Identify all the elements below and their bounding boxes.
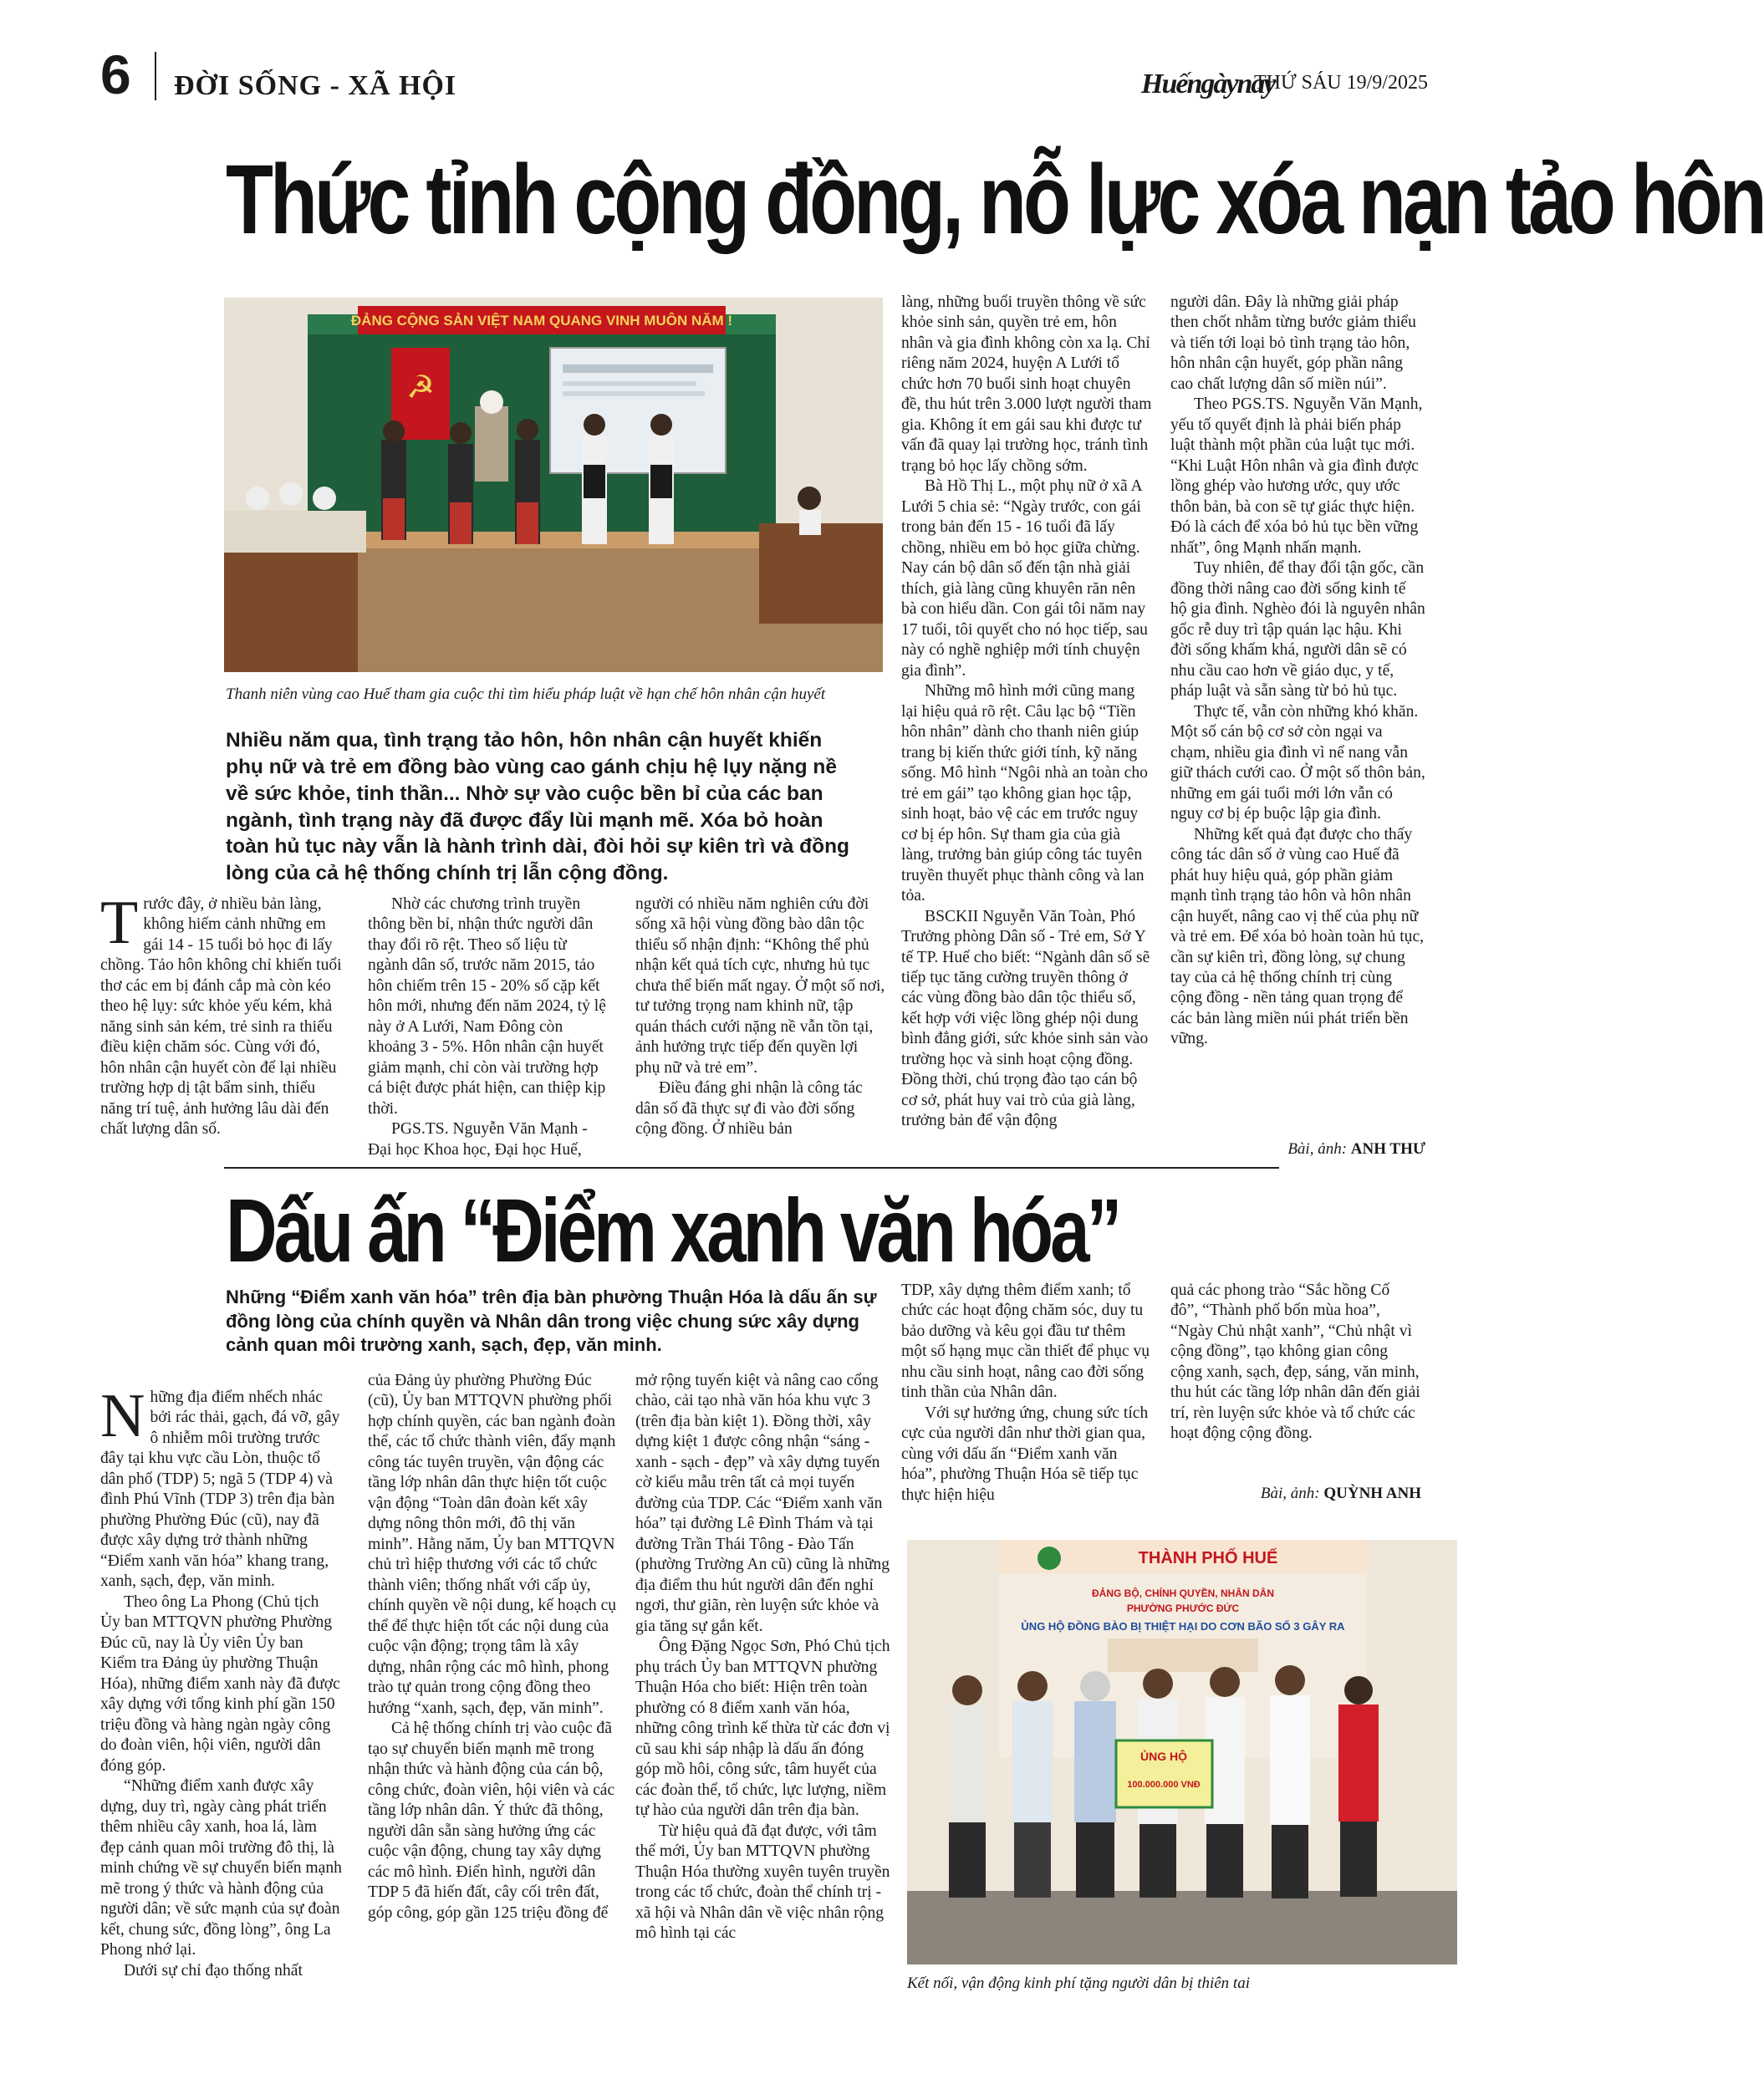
article2-column-5 [1170,1281,1421,1445]
article1-column-2 [368,894,610,1160]
paragraph: BSCKII Nguyễn Văn Toàn, Phó Trưởng phòng Dân số - Trẻ em, Sở Y tế TP. Huế cho biết: “Ngành dân số sẽ tiếp tục tăng cường truyền thông ở các vùng đồng bào dân tộc thiểu số, kết hợp với việc lồng ghép nội dung bình đẳng giới, sức khỏe sinh sản vào trường học và sinh hoạt cộng đồng. Đồng thời, chú trọng đào tạo cán bộ cơ sở, phát huy vai trò của già làng, trưởng bản để vận động [901,907,1150,1130]
board-title: ỦNG HỘ [1140,1750,1187,1763]
banner-text: ĐẢNG CỘNG SẢN VIỆT NAM QUANG VINH MUÔN NĂM ! [350,313,733,329]
article2-byline [1170,1485,1421,1503]
paragraph: Từ hiệu quả đã đạt được, với tâm thế mới, Ủy ban MTTQVN phường Thuận Hóa thường xuyên tuyên truyền trong các tổ chức, đoàn thể chính trị - xã hội và Nhân dân về việc nhân rộng mô hình tại các [635,1822,890,1943]
board-amount: 100.000.000 VNĐ [1127,1780,1201,1790]
article-divider [224,1167,1279,1169]
paragraph: của Đảng ủy phường Phường Đúc (cũ), Ủy ban MTTQVN phường phối hợp chính quyền, các ban ngành đoàn thể, các tổ chức thành viên, đẩy mạnh công tác tuyên truyền, vận động các tầng lớp nhân dân thực hiện tốt cuộc vận động “Toàn dân đoàn kết xây dựng nông thôn mới, đô thị văn minh”. Hằng năm, Ủy ban MTTQVN chủ trì hiệp thương với các tổ chức thành viên; thống nhất với cấp ủy, chính quyền về nội dung, kế hoạch cụ thể để thực hiện tốt các nội dung của cuộc vận động; trọng tâm là xây dựng, nhân rộng các mô hình, phong trào tự quản trong cộng đồng theo hướng “xanh, sạch, đẹp, văn minh”. [368,1372,617,1717]
article2-photo [907,1540,1457,1964]
section-title: ĐỜI SỐNG - XÃ HỘI [174,70,457,101]
masthead-logo: Huếngàynay [1141,69,1275,99]
paragraph: Những kết quả đạt được cho thấy công tác dân số ở vùng cao Huế đã phát huy hiệu quả, góp phần giảm mạnh tình trạng tảo hôn và hôn nhân cận huyết, nâng cao vị thế của phụ nữ và trẻ em. Để xóa bỏ hoàn toàn hủ tục, cần sự kiên trì, đồng lòng, sự chung tay của cả hệ thống chính trị cùng cộng đồng - nền tảng quan trọng để các bản làng miền núi phát triển bền vững. [1170,825,1425,1048]
article2-caption: Kết nối, vận động kinh phí tặng người dân bị thiên tai [907,1975,1250,1992]
backdrop-line-2: PHƯỜNG PHƯỚC ĐỨC [1126,1603,1240,1614]
backdrop-title: THÀNH PHỐ HUẾ [1138,1549,1278,1567]
article1-column-1 [100,889,343,1140]
paragraph: Tuy nhiên, để thay đổi tận gốc, cần đồng thời nâng cao đời sống kinh tế hộ gia đình. Nghèo đói là nguyên nhân gốc rễ duy trì tập quán lạc hậu. Khi đời sống khấm khá, người dân sẽ có nhu cầu cao hơn về giáo dục, y tế, pháp luật và sẵn sàng từ bỏ hủ tục. [1170,559,1425,701]
article2-column-1 [100,1382,343,1981]
page-number: 6 [100,43,131,105]
paragraph: người dân. Đây là những giải pháp then chốt nhằm từng bước giảm thiểu và tiến tới loại bỏ tình trạng tảo hôn, hôn nhân cận huyết, góp phần nâng cao chất lượng dân số miền núi”. [1170,293,1416,393]
paragraph: Với sự hưởng ứng, chung sức tích cực của người dân như thời gian qua, cùng với dấu ấn “Điểm xanh văn hóa”, phường Thuận Hóa sẽ tiếp tục thực hiện hiệu [901,1404,1149,1504]
paragraph: hững địa điểm nhếch nhác bởi rác thải, gạch, đá vỡ, gây ô nhiễm môi trường trước đây tại khu vực cầu Lòn, thuộc tổ dân phố (TDP) 5; ngã 5 (TDP 4) và đình Phú Vĩnh (TDP 3) trên địa bàn phường Phường Đúc (cũ), nay đã được xây dựng trở thành những “Điểm xanh văn hóa” khang trang, xanh, sạch, đẹp, văn minh. [100,1389,340,1591]
byline-author: ANH THƯ [1350,1140,1425,1158]
paragraph: Những mô hình mới cũng mang lại hiệu quả rõ rệt. Câu lạc bộ “Tiền hôn nhân” dành cho thanh niên giúp trang bị kiến thức giới tính, kỹ năng sống. Mô hình “Ngôi nhà an toàn cho trẻ em gái” tạo không gian học tập, sinh hoạt, bảo vệ các em trước nguy cơ bị ép hôn. Sự tham gia của già làng, trưởng bản giúp công tác tuyên truyền thuyết phục thành công và lan tỏa. [901,682,1148,905]
article1-column-4 [901,293,1152,1132]
article1-column-5 [1170,293,1425,1050]
byline-label: Bài, ảnh: [1260,1485,1320,1502]
article1-lead: Nhiều năm qua, tình trạng tảo hôn, hôn nhân cận huyết khiến phụ nữ và trẻ em đồng bào vùng cao gánh chịu hệ lụy nặng nề về sức khỏe, tinh thần... Nhờ sự vào cuộc bền bỉ của các ban ngành, tình trạng này đã được đẩy lùi mạnh mẽ. Xóa bỏ hoàn toàn hủ tục này vẫn là hành trình dài, đòi hỏi sự kiên trì và đồng lòng của cả hệ thống chính trị lẫn cộng đồng. [226,729,850,885]
stage-scene-image [224,298,883,672]
article2-column-2 [368,1371,619,1924]
paragraph: Điều đáng ghi nhận là công tác dân số đã thực sự đi vào đời sống cộng đồng. Ở nhiều bản [635,1079,863,1139]
paragraph: TDP, xây dựng thêm điểm xanh; tổ chức các hoạt động chăm sóc, duy tu bảo dưỡng và kêu gọi đầu tư thêm một số hạng mục cần thiết để phục vụ nhu cầu sinh hoạt, nâng cao đời sống tinh thần của Nhân dân. [901,1282,1150,1402]
paragraph: Theo ông La Phong (Chủ tịch Ủy ban MTTQVN phường Phường Đúc cũ, nay là Ủy viên Ủy ban Kiểm tra Đảng ủy phường Thuận Hóa), những điểm xanh này đã được xây dựng với tổng kinh phí gần 150 triệu đồng và hàng ngàn ngày công do đoàn viên, hội viên, người dân đóng góp. [100,1592,340,1775]
paragraph: Bà Hồ Thị L., một phụ nữ ở xã A Lưới 5 chia sẻ: “Ngày trước, con gái trong bản đến 15 - 16 tuổi đã lấy chồng, nhiều em bỏ học giữa chừng. Nay cán bộ dân số đến tận nhà giải thích, già làng cũng khuyên răn nên bà con hiểu dần. Con gái tôi năm nay 17 tuổi, tôi quyết cho nó học tiếp, sau này có nghề nghiệp mới tính chuyện gia đình”. [901,477,1148,680]
article2-column-4 [901,1281,1152,1506]
donation-ceremony-image [907,1540,1457,1964]
article2-headline: Dấu ấn “Điểm xanh văn hóa” [226,1180,1119,1281]
paragraph: Nhờ các chương trình truyền thông bền bỉ, nhận thức người dân thay đổi rõ rệt. Theo số liệu từ ngành dân số, trước năm 2015, tảo hôn chiếm trên 15 - 20% số cặp kết hôn mới, nhưng đến năm 2024, tỷ lệ này ở A Lưới, Nam Đông còn khoảng 3 - 5%. Hôn nhân cận huyết giảm mạnh, chỉ còn vài trường hợp cá biệt được phát hiện, can thiệp kịp thời. [368,895,606,1118]
paragraph: rước đây, ở nhiều bản làng, không hiếm cảnh những em gái 14 - 15 tuổi bỏ học đi lấy chồng. Tảo hôn không chỉ khiến tuổi thơ các em bị đánh cắp mà còn kéo theo hệ lụy: sức khỏe yếu kém, khả năng sinh sản kém, trẻ sinh ra thiếu điều kiện chăm sóc. Cùng với đó, hôn nhân cận huyết còn để lại nhiều trường hợp dị tật bẩm sinh, thiểu năng trí tuệ, ảnh hưởng lâu dài đến chất lượng dân số. [100,895,342,1139]
dropcap: N [100,1382,145,1450]
article1-headline: Thức tỉnh cộng đồng, nỗ lực xóa nạn tảo hôn [226,145,1764,255]
paragraph: Cả hệ thống chính trị vào cuộc đã tạo sự chuyển biến mạnh mẽ trong nhận thức và hành động của cán bộ, công chức, đoàn viên, hội viên và các tầng lớp nhân dân. Ý thức đã thông, người dân sẵn sàng hưởng ứng các cuộc vận động, chung tay xây dựng các mô hình. Điển hình, người dân TDP 5 đã hiến đất, cây cối trên đất, góp công, góp gần 125 triệu đồng để [368,1720,615,1922]
backdrop-line-3: ỦNG HỘ ĐỒNG BÀO BỊ THIỆT HẠI DO CƠN BÃO SỐ 3 GÂY RA [1021,1620,1345,1633]
paragraph: Theo PGS.TS. Nguyễn Văn Mạnh, yếu tố quyết định là phải biến pháp luật thành một phần của luật tục mới. “Khi Luật Hôn nhân và gia đình được lồng ghép vào hương ước, quy ước thôn bản, bà con sẽ tự giác thực hiện. Đó là cách để xóa bỏ hủ tục bền vững nhất”, ông Mạnh nhấn mạnh. [1170,395,1423,557]
header-divider [155,52,156,100]
paragraph: Thực tế, vẫn còn những khó khăn. Một số cán bộ cơ sở còn ngại va chạm, nhiều gia đình vì nể nang vẫn giữ thách cưới cao. Ở một số thôn bản, những em gái tuổi mới lớn vẫn có nguy cơ bị ép buộc lập gia đình. [1170,702,1425,823]
issue-date: THỨ SÁU 19/9/2025 [1254,72,1428,94]
paragraph: Dưới sự chỉ đạo thống nhất [124,1961,303,1980]
paragraph: quả các phong trào “Sắc hồng Cố đô”, “Thành phố bốn mùa hoa”, “Ngày Chủ nhật xanh”, “Chủ nhật vì cộng đồng”, tạo không gian công cộng xanh, sạch, đẹp, sáng, văn minh, thu hút các tầng lớp nhân dân đến giải trí, rèn luyện sức khỏe và tổ chức các hoạt động cộng đồng. [1170,1282,1420,1443]
svg-text:☭: ☭ [405,369,436,405]
paragraph: làng, những buổi truyền thông về sức khỏe sinh sản, quyền trẻ em, hôn nhân và gia đình không còn xa lạ. Chỉ riêng năm 2024, huyện A Lưới tổ chức hơn 70 buổi sinh hoạt chuyên đề, thu hút trên 3.000 lượt người tham gia. Không ít em gái sau khi được tư vấn đã quay lại trường học, tránh tình trạng bỏ học lấy chồng sớm. [901,293,1152,475]
article2-lead: Những “Điểm xanh văn hóa” trên địa bàn phường Thuận Hóa là dấu ấn sự đồng lòng của chính quyền và Nhân dân trong việc chung sức xây dựng cảnh quan môi trường xanh, sạch, đẹp, văn minh. [226,1287,877,1356]
paragraph: người có nhiều năm nghiên cứu đời sống xã hội vùng đồng bào dân tộc thiểu số nhận định: “Không thể phủ nhận kết quả tích cực, nhưng hủ tục chưa thể biến mất ngay. Ở một số nơi, tư tưởng trọng nam khinh nữ, tập quán thách cưới nặng nề vẫn tồn tại, ảnh hưởng trực tiếp đến quyền lợi phụ nữ và trẻ em”. [635,895,885,1077]
backdrop-line-1: ĐẢNG BỘ, CHÍNH QUYỀN, NHÂN DÂN [1091,1587,1275,1599]
article1-column-3 [635,894,886,1140]
article1-caption: Thanh niên vùng cao Huế tham gia cuộc thi tìm hiểu pháp luật về hạn chế hôn nhân cận huyết [226,685,826,703]
byline-author: QUỲNH ANH [1323,1485,1421,1502]
paragraph: “Những điểm xanh được xây dựng, duy trì, ngày càng phát triển thêm nhiều cây xanh, hoa lá, làm đẹp cảnh quan môi trường đô thị, là minh chứng về sự chuyển biến mạnh mẽ trong ý thức và hành động của người dân; về sức mạnh của sự đoàn kết, chung sức, đồng lòng”, ông La Phong nhớ lại. [100,1777,342,1959]
paragraph: mở rộng tuyến kiệt và nâng cao cổng chào, cải tạo nhà văn hóa khu vực 3 (trên địa bàn kiệt 1). Đồng thời, xây dựng kiệt 1 được công nhận “sáng - xanh - sạch - đẹp” và xây dựng tuyến cờ kiểu mẫu trên tất cả mọi tuyến đường của TDP. Các “Điểm xanh văn hóa” tại đường Lê Đình Thám và tại đường Trần Thái Tông - Đào Tấn (phường Trường An cũ) cũng là những địa điểm thu hút người dân đến nghỉ ngơi, thư giãn, rèn luyện sức khỏe và gia tăng sự gắn kết. [635,1372,890,1635]
article1-byline [1170,1140,1425,1159]
byline-label: Bài, ảnh: [1287,1140,1348,1158]
paragraph: Ông Đặng Ngọc Sơn, Phó Chủ tịch phụ trách Ủy ban MTTQVN phường Thuận Hóa cho biết: Hiện trên toàn phường có 8 điểm xanh văn hóa, những công trình kế thừa từ các đơn vị cũ sau khi sáp nhập là dấu ấn đóng góp mồ hôi, công sức, tâm huyết của các đoàn thể, tổ chức, lực lượng, niềm tự hào của người dân trên địa bàn. [635,1638,890,1820]
article1-photo [224,298,883,672]
dropcap: T [100,889,139,957]
paragraph: PGS.TS. Nguyễn Văn Mạnh - Đại học Khoa học, Đại học Huế, [368,1120,588,1159]
article2-column-3 [635,1371,890,1944]
